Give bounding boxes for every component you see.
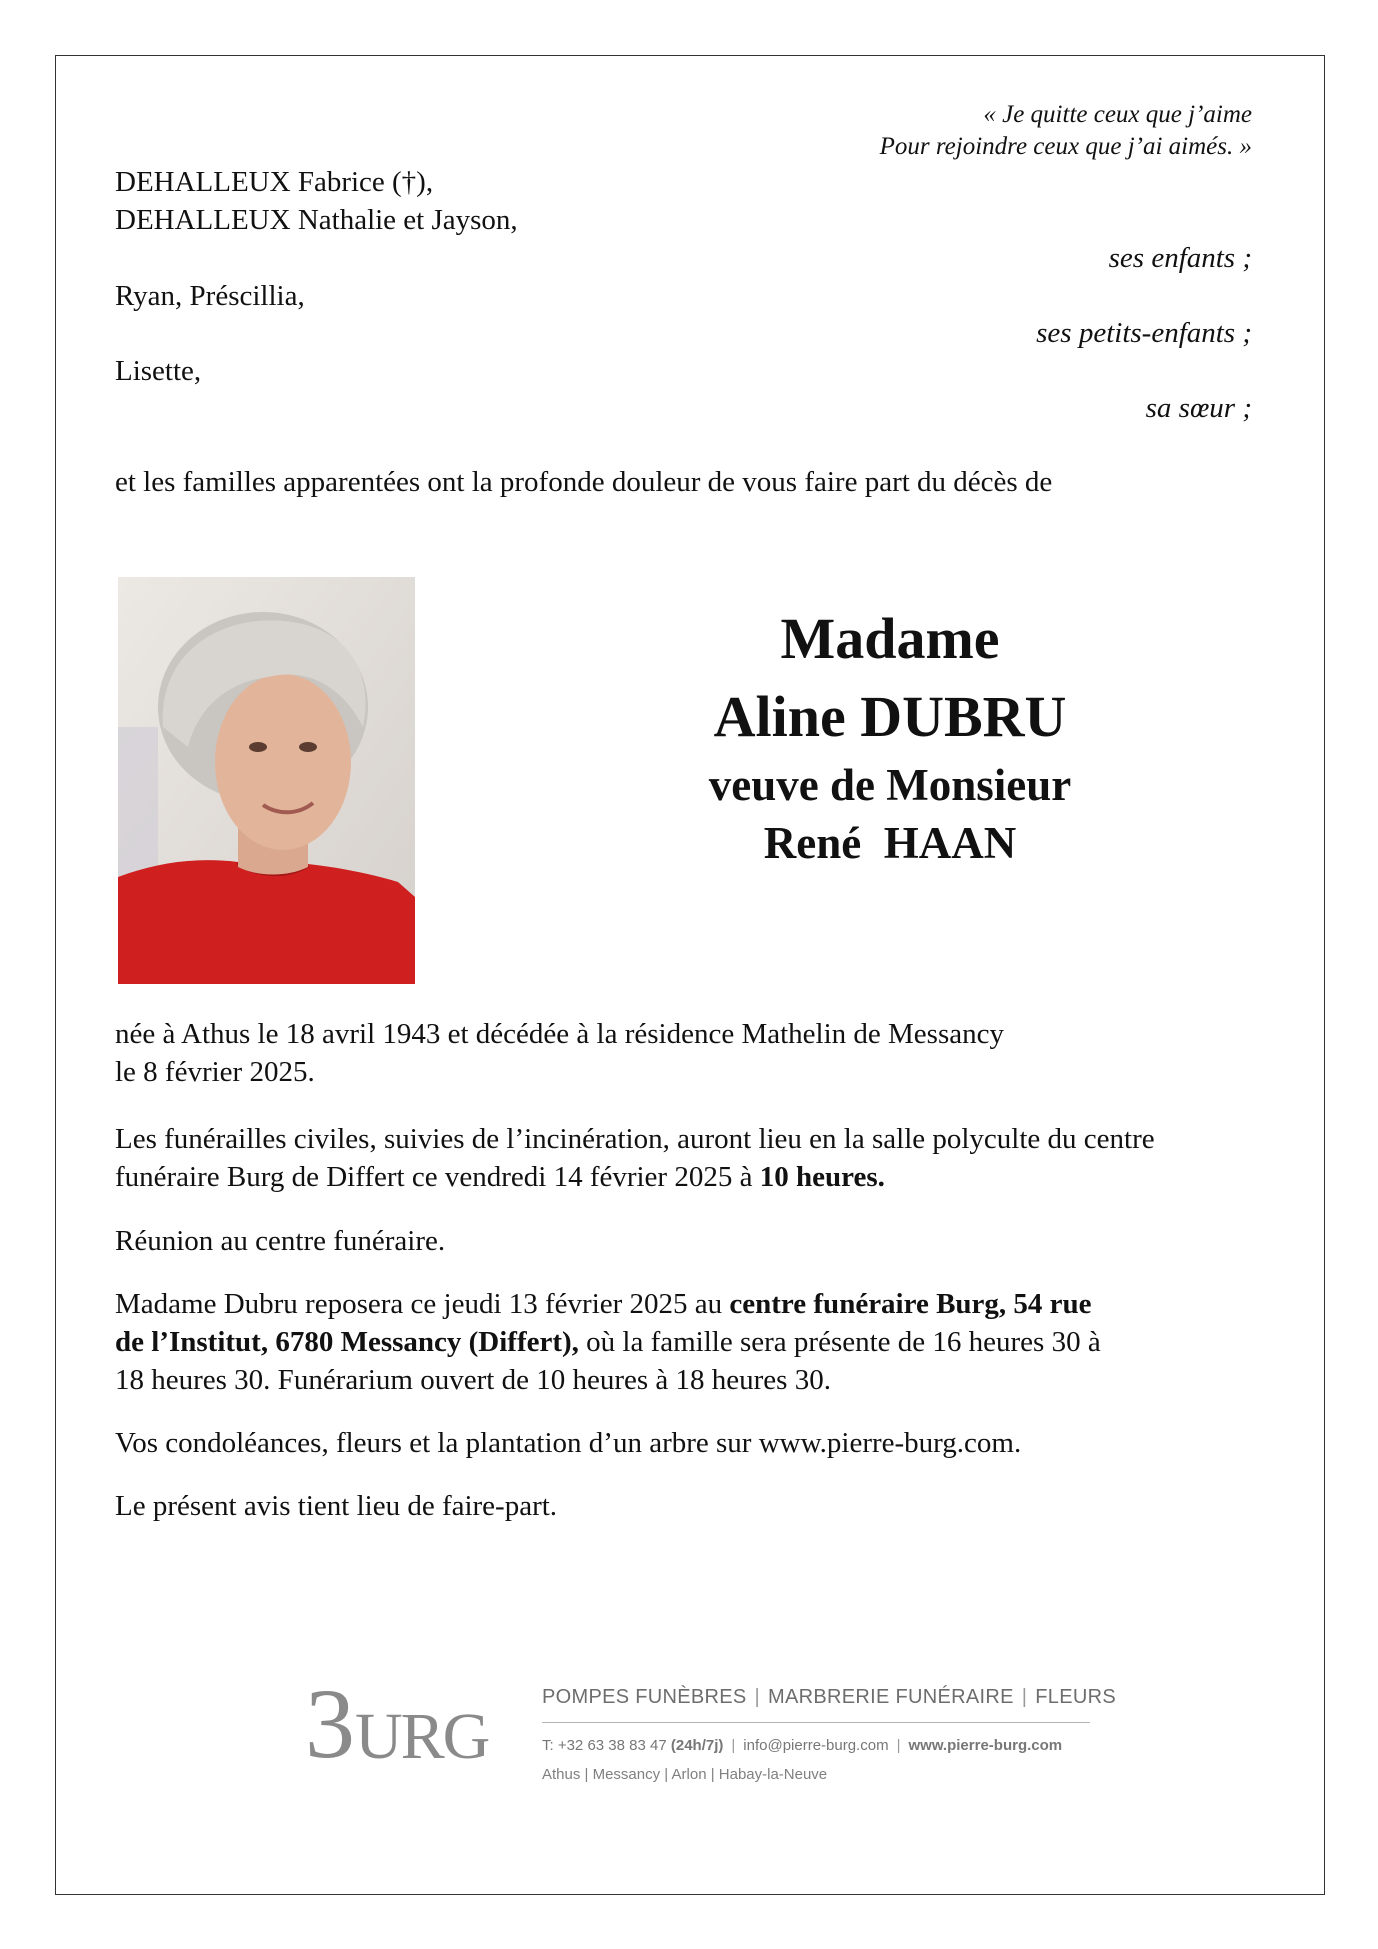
burg-logo-initial: 3: [305, 1668, 355, 1779]
deceased-title: Madame: [780, 606, 1000, 671]
quote: [700, 99, 1252, 163]
burg-logo: [305, 1668, 495, 1783]
burg-logo-text: URG: [355, 1700, 489, 1773]
rest-line-3: 18 heures 30. Funérarium ouvert de 10 heures à 18 heures 30.: [115, 1364, 831, 1396]
children-line-1: DEHALLEUX Fabrice (†),: [115, 166, 434, 198]
birth-line-1: née à Athus le 18 avril 1943 et décédée à la résidence Mathelin de Messancy: [115, 1018, 1004, 1050]
funeral-line-1: Les funérailles civiles, suivies de l’incinération, auront lieu en la salle polyculte du centre: [115, 1123, 1155, 1155]
condolences: Vos condoléances, fleurs et la plantation d’un arbre sur www.pierre-burg.com.: [115, 1427, 1022, 1459]
footer-phone-hours: (24h/7j): [670, 1737, 724, 1754]
sister-role: sa sœur ;: [1145, 392, 1252, 424]
sister: Lisette,: [115, 355, 202, 387]
service-monuments: MARBRERIE FUNÉRAIRE: [768, 1686, 1014, 1708]
funeral-line-2-text: funéraire Burg de Differt ce vendredi 14 février 2025 à: [115, 1161, 760, 1193]
grandchildren-role: ses petits-enfants ;: [1036, 317, 1252, 349]
spouse-name: René HAAN: [763, 818, 1017, 868]
grandchildren: Ryan, Préscillia,: [115, 280, 305, 312]
service-funeral: POMPES FUNÈBRES: [542, 1686, 747, 1708]
service-flowers: FLEURS: [1035, 1686, 1116, 1708]
rest-suffix: où la famille sera présente de 16 heures 30 à: [578, 1326, 1101, 1358]
footer-phone: T: +32 63 38 83 47: [542, 1737, 667, 1754]
rest-line-1: [115, 1285, 1092, 1323]
footer-website: www.pierre-burg.com: [908, 1737, 1063, 1754]
reunion: Réunion au centre funéraire.: [115, 1225, 446, 1257]
footer-locations: Athus | Messancy | Arlon | Habay-la-Neuve: [542, 1766, 828, 1783]
portrait-photo-icon: [118, 577, 415, 984]
quote-line-1: « Je quitte ceux que j’aime: [983, 101, 1252, 128]
notice: Le présent avis tient lieu de faire-part.: [115, 1490, 558, 1522]
rest-prefix: Madame Dubru reposera ce jeudi 13 février 2025 au: [115, 1288, 730, 1320]
funeral-line-2: [115, 1158, 885, 1196]
deceased-name-block: [560, 600, 1220, 872]
rest-location-1: centre funéraire Burg, 54 rue: [729, 1288, 1092, 1320]
footer-divider: [542, 1722, 1090, 1723]
birth-line-2: le 8 février 2025.: [115, 1056, 315, 1088]
widow-of: veuve de Monsieur: [708, 760, 1072, 810]
portrait-photo: [118, 577, 415, 984]
children-line-2: DEHALLEUX Nathalie et Jayson,: [115, 204, 518, 236]
footer-email: info@pierre-burg.com: [743, 1737, 889, 1754]
footer-contact: T: +32 63 38 83 47 (24h/7j) | info@pierre-burg.com | www.pierre-burg.com: [542, 1737, 1063, 1754]
rest-line-2: [115, 1323, 1101, 1361]
announcement: et les familles apparentées ont la profonde douleur de vous faire part du décès de: [115, 466, 1053, 498]
children-role: ses enfants ;: [1108, 242, 1252, 274]
rest-location-2: de l’Institut, 6780 Messancy (Differt),: [115, 1326, 579, 1358]
funeral-time: 10 heures.: [759, 1161, 885, 1193]
footer-services: POMPES FUNÈBRES | MARBRERIE FUNÉRAIRE | FLEURS: [542, 1686, 1116, 1708]
deceased-name: Aline DUBRU: [713, 684, 1067, 749]
quote-line-2: Pour rejoindre ceux que j’ai aimés. »: [879, 133, 1252, 160]
